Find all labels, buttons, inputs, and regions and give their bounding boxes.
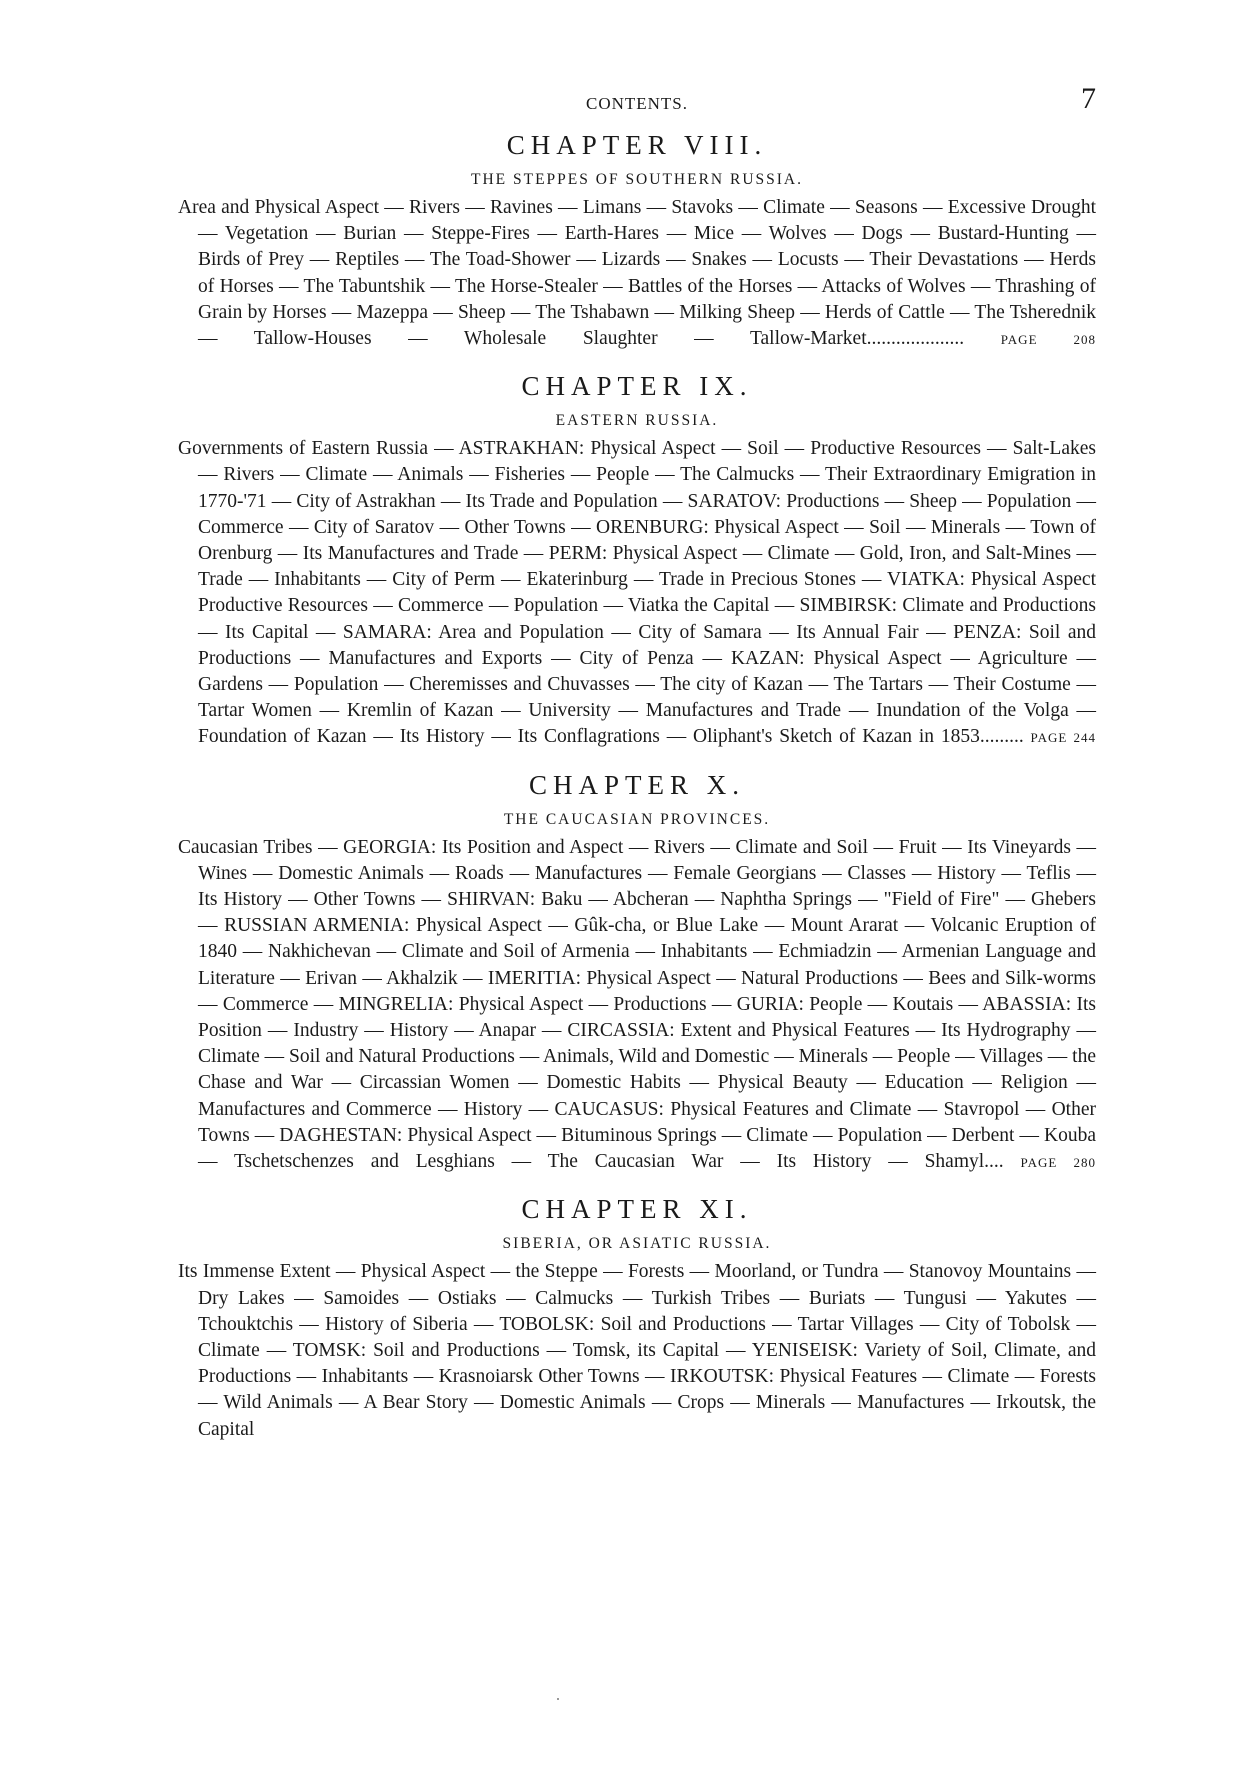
chapter-section <box>178 371 1096 751</box>
chapter-summary <box>178 835 1096 1177</box>
chapter-summary-text: Its Immense Extent — Physical Aspect — the Steppe — Forests — Moorland, or Tundra — Stanovoy Mountains — Dry Lakes — Samoides — Ostiaks — Calmucks — Turkish Tribes — Buriats — Tungusi — Yakutes — Tchouktchis — History of Siberia — TOBOLSK: Soil and Productions — Tartar Villages — City of Tobolsk — Climate — TOMSK: Soil and Productions — Tomsk, its Capital — YENISEISK: Variety of Soil, Climate, and Productions — Inhabitants — Krasnoiarsk Other Towns — IRKOUTSK: Physical Features — Climate — Forests — Wild Animals — A Bear Story — Domestic Animals — Crops — Minerals — Manufactures — Irkoutsk, the Capital <box>178 1261 1096 1440</box>
chapter-title: CHAPTER X. <box>528 769 745 800</box>
chapter-subtitle: THE CAUCASIAN PROVINCES. <box>503 810 771 828</box>
page-number: 7 <box>1081 82 1096 115</box>
chapter-subtitle: EASTERN RUSSIA. <box>555 412 719 430</box>
running-title: CONTENTS. <box>585 94 689 113</box>
print-speck <box>557 1698 559 1700</box>
chapter-section <box>178 130 1096 353</box>
chapter-summary-text: Governments of Eastern Russia — ASTRAKHAN: Physical Aspect — Soil — Productive Resources — Salt-Lakes — Rivers — Climate — Animals — Fisheries — People — The Calmucks — Their Extraordinary Emigration in 1770-'71 — City of Astrakhan — Its Trade and Population — SARATOV: Productions — Sheep — Population — Commerce — City of Saratov — Other Towns — ORENBURG: Physical Aspect — Soil — Minerals — Town of Orenburg — Its Manufactures and Trade — PERM: Physical Aspect — Climate — Gold, Iron, and Salt-Mines — Trade — Inhabitants — City of Perm — Ekaterinburg — Trade in Precious Stones — VIATKA: Physical Aspect Productive Resources — Commerce — Population — Viatka the Capital — SIMBIRSK: Climate and Productions — Its Capital — SAMARA: Area and Population — City of Samara — Its Annual Fair — PENZA: Soil and Productions — Manufactures and Exports — City of Penza — KAZAN: Physical Aspect — Agriculture — Gardens — Population — Cheremisses and Chuvasses — The city of Kazan — The Tartars — Their Costume — Tartar Women — Kremlin of Kazan — University — Manufactures and Trade — Inundation of the Volga — Foundation of Kazan — Its History — Its Conflagrations — Oliphant's Sketch of Kazan in 1853......... <box>178 438 1096 748</box>
chapter-subtitle: SIBERIA, OR ASIATIC RUSSIA. <box>502 1235 772 1253</box>
page-reference: PAGE 280 <box>1020 1155 1096 1171</box>
running-head <box>178 80 1096 120</box>
chapter-summary-text: Caucasian Tribes — GEORGIA: Its Position and Aspect — Rivers — Climate and Soil — Fruit — Its Vineyards — Wines — Domestic Animals — Roads — Manufactures — Female Georgians — Classes — History — Teflis — Its History — Other Towns — SHIRVAN: Baku — Abcheran — Naphtha Springs — "Field of Fire" — Ghebers — RUSSIAN ARMENIA: Physical Aspect — Gûk-cha, or Blue Lake — Mount Ararat — Volcanic Eruption of 1840 — Nakhichevan — Climate and Soil of Armenia — Inhabitants — Echmiadzin — Armenian Language and Literature — Erivan — Akhalzik — IMERITIA: Physical Aspect — Natural Productions — Bees and Silk-worms — Commerce — MINGRELIA: Physical Aspect — Productions — GURIA: People — Koutais — ABASSIA: Its Position — Industry — History — Anapar — CIRCASSIA: Extent and Physical Features — Its Hydrography — Climate — Soil and Natural Productions — Animals, Wild and Domestic — Minerals — People — Villages — the Chase and War — Circassian Women — Domestic Habits — Physical Beauty — Education — Religion — Manufactures and Commerce — History — CAUCASUS: Physical Features and Climate — Stavropol — Other Towns — DAGHESTAN: Physical Aspect — Bituminous Springs — Climate — Population — Derbent — Kouba — Tschetschenzes and Lesghians — The Caucasian War — Its History — Shamyl.... <box>178 836 1097 1173</box>
chapter-section <box>178 1194 1096 1443</box>
chapter-section <box>178 770 1096 1177</box>
chapter-title: CHAPTER IX. <box>521 371 753 402</box>
chapter-title: CHAPTER XI. <box>521 1194 753 1225</box>
chapter-summary <box>178 1259 1096 1443</box>
page-reference: PAGE 244 <box>1030 730 1096 746</box>
page-reference: PAGE 208 <box>1000 332 1096 348</box>
chapter-summary <box>178 195 1096 353</box>
chapter-summary-text: Area and Physical Aspect — Rivers — Ravines — Limans — Stavoks — Climate — Seasons — Excessive Drought — Vegetation — Burian — Steppe-Fires — Earth-Hares — Mice — Wolves — Dogs — Bustard-Hunting — Birds of Prey — Reptiles — The Toad-Shower — Lizards — Snakes — Locusts — Their Devastations — Herds of Horses — The Tabuntshik — The Horse-Stealer — Battles of the Horses — Attacks of Wolves — Thrashing of Grain by Horses — Mazeppa — Sheep — The Tshabawn — Milking Sheep — Herds of Cattle — The Tsherednik — Tallow-Houses — Wholesale Slaughter — Tallow-Market.................... <box>178 197 1096 350</box>
contents-page <box>178 80 1096 1462</box>
chapter-title: CHAPTER VIII. <box>506 130 768 160</box>
chapter-summary <box>178 436 1096 751</box>
chapter-subtitle: THE STEPPES OF SOUTHERN RUSSIA. <box>470 171 803 188</box>
